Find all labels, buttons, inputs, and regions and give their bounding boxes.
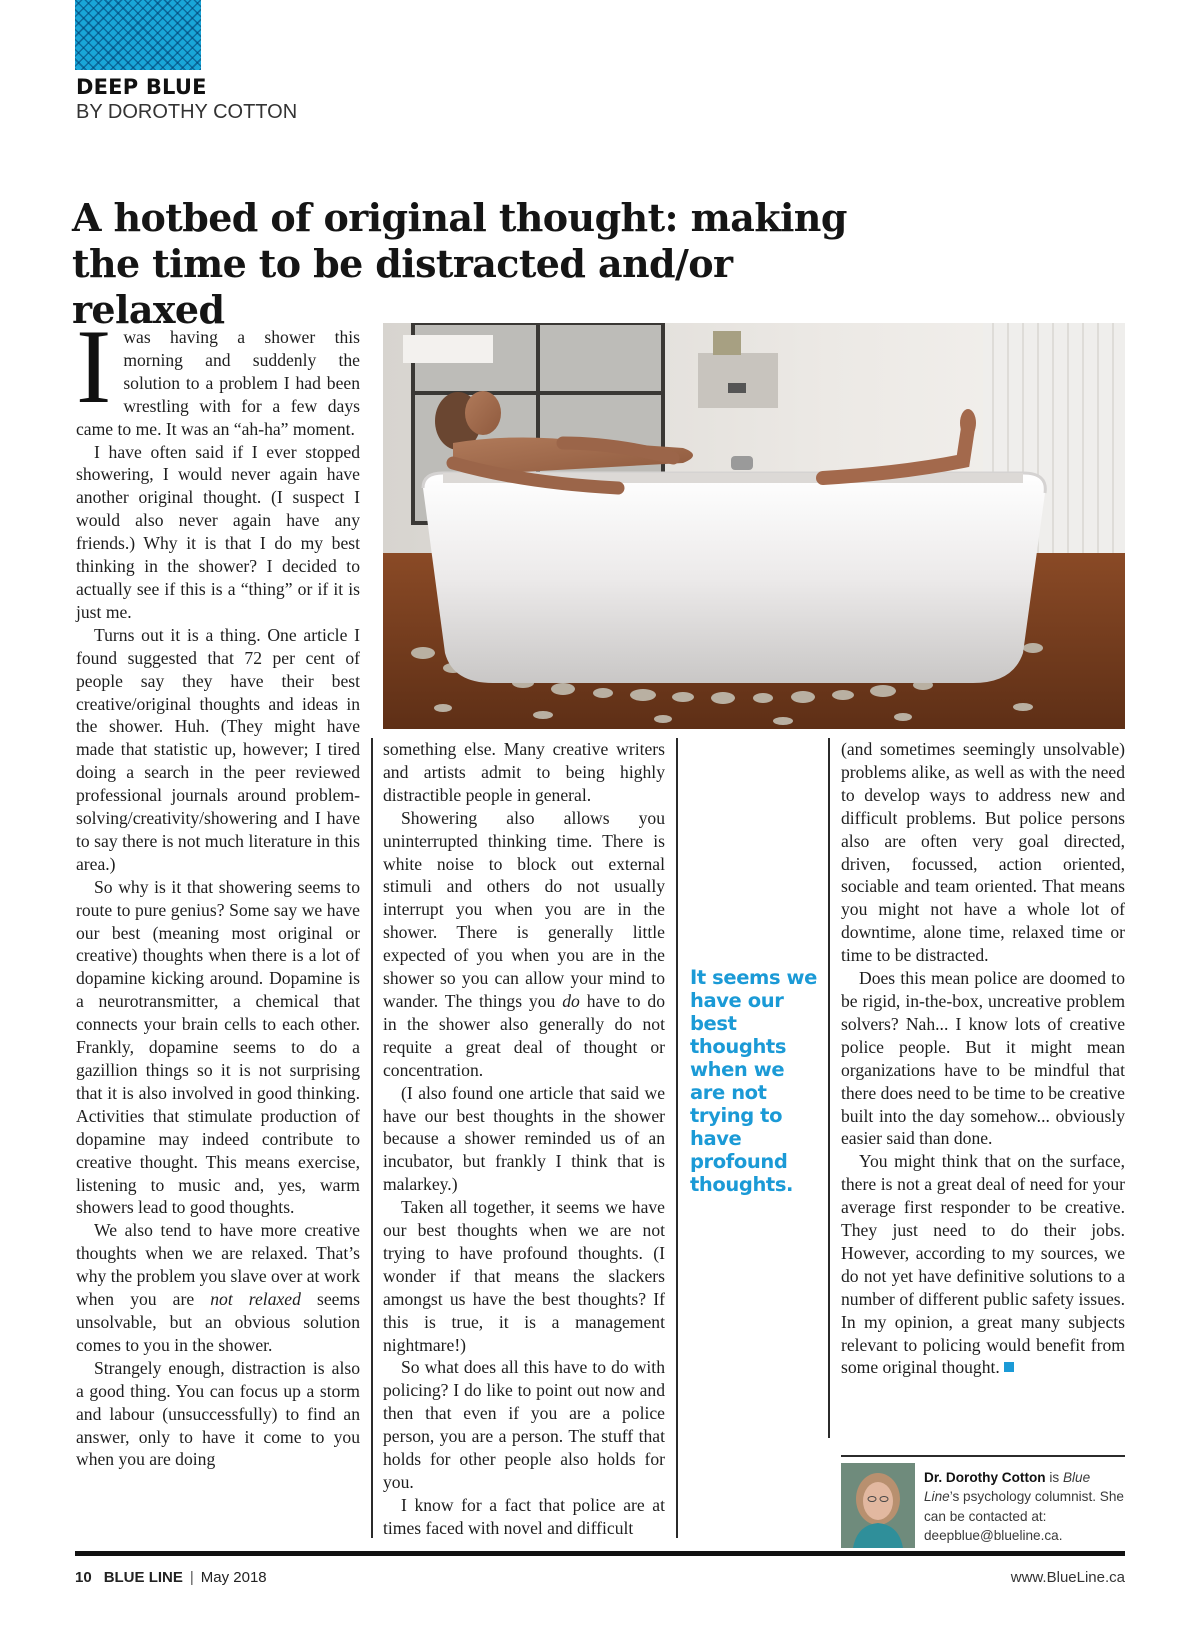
column-divider xyxy=(676,738,678,1538)
body-paragraph: So why is it that showering seems to route to pure genius? Some say we have our best (meaning most original or creative) thoughts when there is a lot of dopamine kicking around. Dopamine is a neurotransmitter, a chemical that connects your brain cells to each other. Frankly, dopamine seems to do a gazillion things so it is not surprising that it is also involved in good thinking. Activities that stimulate production of dopamine may indeed contribute to creative thought. This means exercise, listening to music and, yes, warm showers lead to good thoughts. xyxy=(76,876,360,1218)
article-column-3 xyxy=(841,738,1125,1379)
body-paragraph xyxy=(841,1150,1125,1379)
drop-cap: I xyxy=(76,308,112,425)
text-run: have to do in the shower also generally do not requite a great deal of thought or concentration. xyxy=(383,990,665,1080)
emphasis-text: do xyxy=(562,990,580,1011)
author-name: Dr. Dorothy Cotton xyxy=(924,1470,1046,1485)
byline: BY DOROTHY COTTON xyxy=(76,101,298,123)
body-paragraph: Does this mean police are doomed to be rigid, in-the-box, uncreative problem solvers? Nah... I know lots of creative police people. But it might mean organizations have to be mindful that there does need to be time to be creative built into the day somehow... obviously easier said than done. xyxy=(841,968,1125,1149)
bathtub-photo xyxy=(383,323,1125,729)
author-bio xyxy=(924,1468,1124,1546)
article-column-1 xyxy=(76,308,360,1471)
first-paragraph-text: was having a shower this morning and suddenly the solution to a problem I had been wrestling with for a few days came to me. It was an “ah-ha” moment. xyxy=(76,327,360,439)
footer-left xyxy=(75,1569,267,1586)
text-run: Showering also allows you uninterrupted thinking time. There is white noise to block out external stimuli and others do not usually interrupt you when you are in the shower. There is generally little expected of you when you are in the shower so you can allow your mind to wander. The things you xyxy=(383,807,665,1011)
body-paragraph: (I also found one article that said we have our best thoughts in the shower because a shower reminded us of an incubator, but frankly I think that is malarkey.) xyxy=(383,1082,665,1195)
body-paragraph: Strangely enough, distraction is also a good thing. You can focus up a storm and labour (unsuccessfully) to find an answer, only to have it come to you when you are doing xyxy=(76,1357,360,1470)
author-photo xyxy=(841,1463,915,1548)
text-run: You might think that on the surface, there is not a great deal of need for your average first responder to be creative. They just need to do their jobs. However, according to my sources, we do not yet have definitive solutions to a number of different public safety issues. In my opinion, a great many subjects relevant to policing would benefit from some original thought. xyxy=(841,1151,1125,1378)
text-run: seems unsolvable, but an obvious solution comes to you in the shower. xyxy=(76,1289,360,1355)
footer-rule xyxy=(75,1551,1125,1556)
footer-website[interactable]: www.BlueLine.ca xyxy=(1010,1569,1125,1586)
footer-separator: | xyxy=(189,1569,194,1586)
magazine-name: Blue Line xyxy=(924,1470,1091,1505)
column-divider xyxy=(828,738,830,1438)
body-paragraph xyxy=(76,1219,360,1356)
text-run: is xyxy=(1045,1470,1063,1485)
text-run: We also tend to have more creative thoughts when we are relaxed. That’s why the problem you slave over at work when you are xyxy=(76,1220,360,1310)
body-paragraph: (and sometimes seemingly unsolvable) problems alike, as well as with the need to develop ways to address new and difficult problems. But police persons also are often very goal directed, driven, focussed, action oriented, sociable and team oriented. That means you might not have a whole lot of downtime, alone time, relaxed time or time to be distracted. xyxy=(841,739,1125,966)
body-paragraph: So what does all this have to do with policing? I do like to point out now and then that even if you are a police person, you are a person. The stuff that holds for other people also holds for you. xyxy=(383,1357,665,1492)
footer-magazine: BLUE LINE xyxy=(103,1569,183,1586)
first-paragraph xyxy=(76,308,360,441)
emphasis-text: not relaxed xyxy=(210,1289,301,1310)
body-paragraph: I have often said if I ever stopped showering, I would never again have another original thought. (I suspect I would also never again have any friends.) Why it is that I do my best thinking in the shower? I decided to actually see if this is a “thing” or if it is just me. xyxy=(76,441,360,622)
headline: A hotbed of original thought: making the time to be distracted and/or relaxed xyxy=(72,195,847,332)
footer-issue: May 2018 xyxy=(200,1569,267,1586)
page-number: 10 xyxy=(75,1569,92,1586)
pull-quote: It seems we have our best thoughts when we are not trying to have profound thoughts. xyxy=(690,966,817,1196)
article-column-2 xyxy=(383,738,665,1540)
body-paragraph: Turns out it is a thing. One article I found suggested that 72 per cent of people say they have their best creative/original thoughts and ideas in the shower. Huh. (They might have made that statistic up, however; I tired doing a search in the peer reviewed professional journals around problem-solving/creativity/showering and I have to say there is not much literature in this area.) xyxy=(76,624,360,874)
body-paragraph: something else. Many creative writers and artists admit to being highly distractible people in general. xyxy=(383,739,665,805)
bio-divider xyxy=(841,1455,1125,1457)
text-run: ’s psychology columnist. She can be contacted at: deepblue@blueline.ca. xyxy=(924,1489,1124,1544)
column-divider xyxy=(371,738,373,1538)
body-paragraph: I know for a fact that police are at times faced with novel and difficult xyxy=(383,1494,665,1538)
body-paragraph: Taken all together, it seems we have our best thoughts when we are not trying to have profound thoughts. (I wonder if that means the slackers amongst us have the best thoughts? If this is true, it is a management nightmare!) xyxy=(383,1197,665,1355)
body-paragraph xyxy=(383,807,665,1082)
column-name: DEEP BLUE xyxy=(76,75,207,99)
section-pattern-block xyxy=(75,0,201,70)
end-of-article-icon xyxy=(1004,1362,1014,1372)
